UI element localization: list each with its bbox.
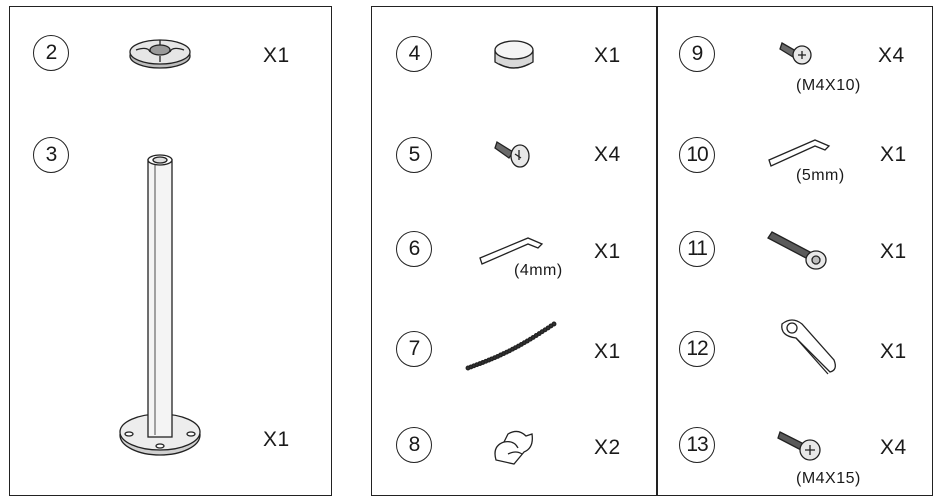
- part-number-4: 4: [396, 36, 432, 72]
- bead-chain-icon: [462, 318, 562, 376]
- part-number-10: 10: [679, 137, 715, 173]
- part-number-12: 12: [679, 331, 715, 367]
- part-quantity-9: X4: [878, 44, 905, 67]
- part-note-10: (5mm): [796, 167, 845, 184]
- part-quantity-8: X2: [594, 436, 621, 459]
- part-number-6: 6: [396, 231, 432, 267]
- part-quantity-6: X1: [594, 240, 621, 263]
- part-note-9: (M4X10): [796, 77, 861, 94]
- part-number-9: 9: [679, 36, 715, 72]
- part-number-2: 2: [33, 35, 69, 71]
- part-number-3: 3: [33, 137, 69, 173]
- pole-with-base-icon: [115, 152, 205, 470]
- part-quantity-11: X1: [880, 240, 907, 263]
- part-note-13: (M4X15): [796, 470, 861, 487]
- part-quantity-10: X1: [880, 143, 907, 166]
- part-quantity-3: X1: [263, 428, 290, 451]
- part-quantity-2: X1: [263, 44, 290, 67]
- cap-icon: [491, 38, 537, 76]
- long-bolt-icon: [768, 226, 832, 274]
- part-quantity-7: X1: [594, 340, 621, 363]
- cable-clip-icon: [488, 424, 538, 468]
- knob-icon: [128, 34, 192, 74]
- screw-icon: [780, 37, 814, 67]
- wrench-icon: [778, 316, 842, 376]
- part-note-6: (4mm): [514, 262, 563, 279]
- part-number-5: 5: [396, 137, 432, 173]
- part-quantity-4: X1: [594, 44, 621, 67]
- part-quantity-12: X1: [880, 340, 907, 363]
- panel-divider: [656, 6, 658, 496]
- screw-icon: [778, 426, 826, 462]
- part-number-11: 11: [679, 231, 715, 267]
- part-quantity-5: X4: [594, 143, 621, 166]
- chain-bead: [552, 322, 556, 326]
- flat-screw-icon: [493, 136, 533, 172]
- hex-key-icon: [765, 134, 837, 168]
- part-number-7: 7: [396, 331, 432, 367]
- part-number-13: 13: [679, 427, 715, 463]
- part-number-8: 8: [396, 427, 432, 463]
- part-quantity-13: X4: [880, 436, 907, 459]
